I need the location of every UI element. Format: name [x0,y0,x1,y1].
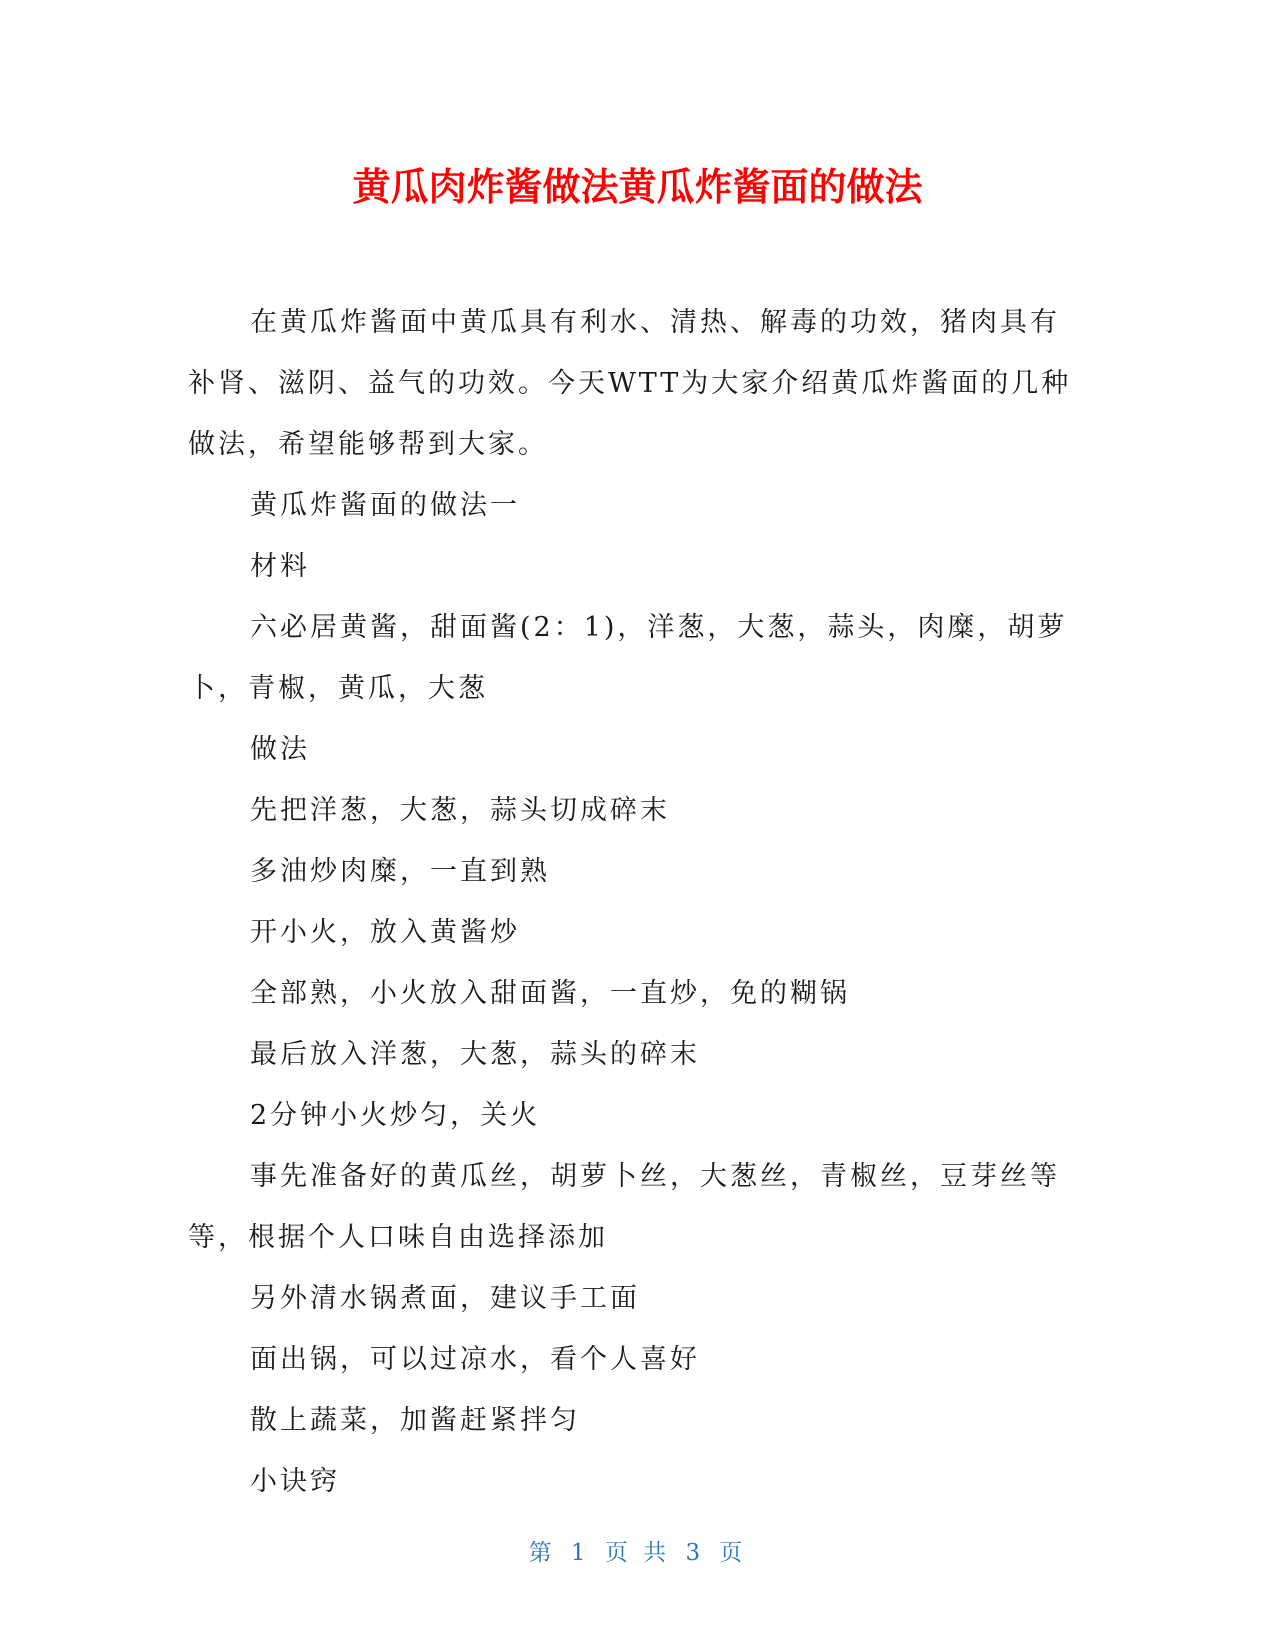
step-item: 多油炒肉糜，一直到熟 [250,856,550,887]
footer-current-page: 1 [570,1540,590,1566]
footer-middle: 页 共 [604,1540,671,1566]
step-item: 最后放入洋葱，大葱，蒜头的碎末 [250,1039,700,1070]
footer-prefix: 第 [528,1540,556,1566]
step-item: 先把洋葱，大葱，蒜头切成碎末 [250,795,670,826]
heading-method: 做法 [250,734,310,765]
section-heading-method-one: 黄瓜炸酱面的做法一 [250,490,520,521]
step-item: 面出锅，可以过凉水，看个人喜好 [250,1344,700,1375]
document-title: 黄瓜肉炸酱做法黄瓜炸酱面的做法 [352,165,923,209]
step-item: 另外清水锅煮面，建议手工面 [250,1283,640,1314]
paragraph-ingredients-list: 六必居黄酱，甜面酱(2：1)，洋葱，大葱，蒜头，肉糜，胡萝卜，青椒，黄瓜，大葱 [188,612,1068,704]
document-body [188,292,1088,1512]
step-item: 全部熟，小火放入甜面酱，一直炒，免的糊锅 [250,978,850,1009]
heading-ingredients: 材料 [250,551,310,582]
page-footer [0,1534,1275,1567]
footer-total-pages: 3 [685,1540,705,1566]
footer-suffix: 页 [719,1540,747,1566]
step-item: 散上蔬菜，加酱赶紧拌匀 [250,1405,580,1436]
step-item: 开小火，放入黄酱炒 [250,917,520,948]
step-item: 2分钟小火炒匀，关火 [250,1100,541,1131]
step-item: 事先准备好的黄瓜丝，胡萝卜丝，大葱丝，青椒丝，豆芽丝等等，根据个人口味自由选择添加 [188,1161,1060,1253]
paragraph-intro: 在黄瓜炸酱面中黄瓜具有利水、清热、解毒的功效，猪肉具有补肾、滋阴、益气的功效。今天WTT为大家介绍黄瓜炸酱面的几种做法，希望能够帮到大家。 [188,307,1072,460]
heading-tips: 小诀窍 [250,1466,340,1497]
